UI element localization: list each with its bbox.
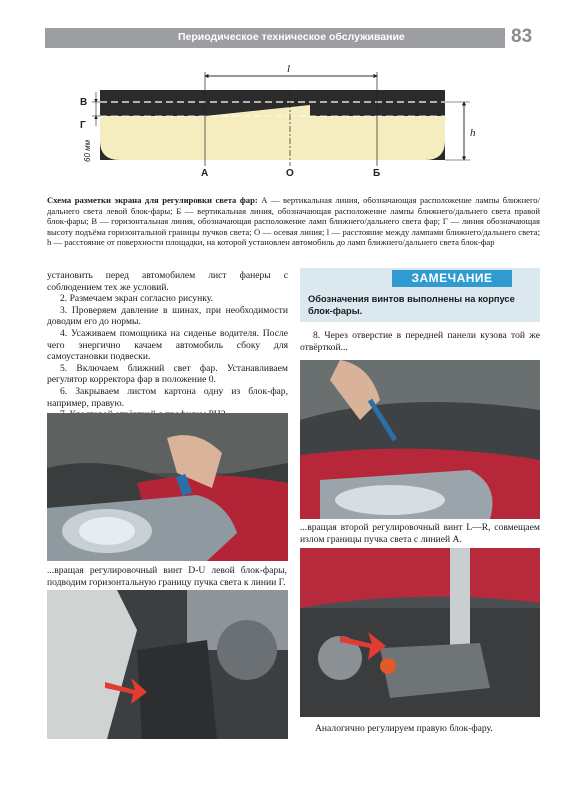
label-h: h <box>470 127 476 139</box>
headlight-screen-diagram <box>40 58 540 186</box>
label-b: Б <box>373 168 381 179</box>
left-column-text <box>47 270 288 421</box>
text-continuation: установить перед автомобилем лист фанеры с соблюдением тех же условий. <box>47 270 288 293</box>
photo-left-headlight-adjust <box>47 413 288 561</box>
photo-engine-bay-arrow <box>47 590 288 739</box>
label-a: А <box>201 168 209 179</box>
step-2: 2. Размечаем экран согласно рисунку. <box>60 293 213 305</box>
photo-second-screw-adjust <box>300 360 540 519</box>
label-o: О <box>286 168 294 179</box>
note-heading: ЗАМЕЧАНИЕ <box>392 270 512 287</box>
caption-title: Схема разметки экрана для регулировки света фар: <box>47 195 258 205</box>
running-header-title: Периодическое техническое обслуживание <box>178 31 405 43</box>
step-4: 4. Усаживаем помощника на сиденье водителя. После чего энергично качаем автомобиль сбоку для самоустановки подвески. <box>47 327 288 363</box>
note-text: Обозначения винтов выполнены на корпусе блок-фары. <box>308 294 515 316</box>
photo1-caption: ...вращая регулировочный винт D-U левой блок-фары, подводим горизонтальную границу пучка света к линии Г. <box>47 565 287 588</box>
caption-text: А — вертикальная линия, обозначающая расположение лампы ближнего/дальнего света левой блок-фары; Б — вертикальная линия, обозначающая расположение лампы ближнего/дальнего света правой блок-фары; В — горизонтальная линия, обозначающая расположение ламп ближнего/дальнего света фар; Г — линия обозначающая высоту подъёма горизонтальной границы пучков света; О — осевая линия; l — расстояние между лампами ближнего/дальнего света; h — расстояние от поверхности площадки, на которой установлен автомобиль до ламп ближнего/дальнего света блок-фар <box>47 195 540 248</box>
step-5: 5. Включаем ближний свет фар. Устанавливаем регулятор корректора фар в положение 0. <box>47 362 288 386</box>
photo4-caption: Аналогично регулируем правую блок-фару. <box>315 723 493 734</box>
step-3: 3. Проверяем давление в шинах, при необходимости доводим его до нормы. <box>47 304 288 328</box>
label-v: В <box>80 97 88 108</box>
step-8: 8. Через отверстие в передней панели кузова той же отвёрткой... <box>300 330 540 353</box>
step-6: 6. Закрываем листом картона одну из блок-фар, например, правую. <box>47 385 288 409</box>
photo-right-headlight <box>300 548 540 717</box>
page-number: 83 <box>511 26 533 47</box>
diagram-caption <box>47 195 540 248</box>
label-g: Г <box>80 120 86 131</box>
label-60mm: 60 мм <box>83 139 92 162</box>
photo2-caption: ...вращая второй регулировочный винт L—R, совмещаем излом границы пучка света с линией А. <box>300 522 540 545</box>
label-l: l <box>287 63 291 75</box>
